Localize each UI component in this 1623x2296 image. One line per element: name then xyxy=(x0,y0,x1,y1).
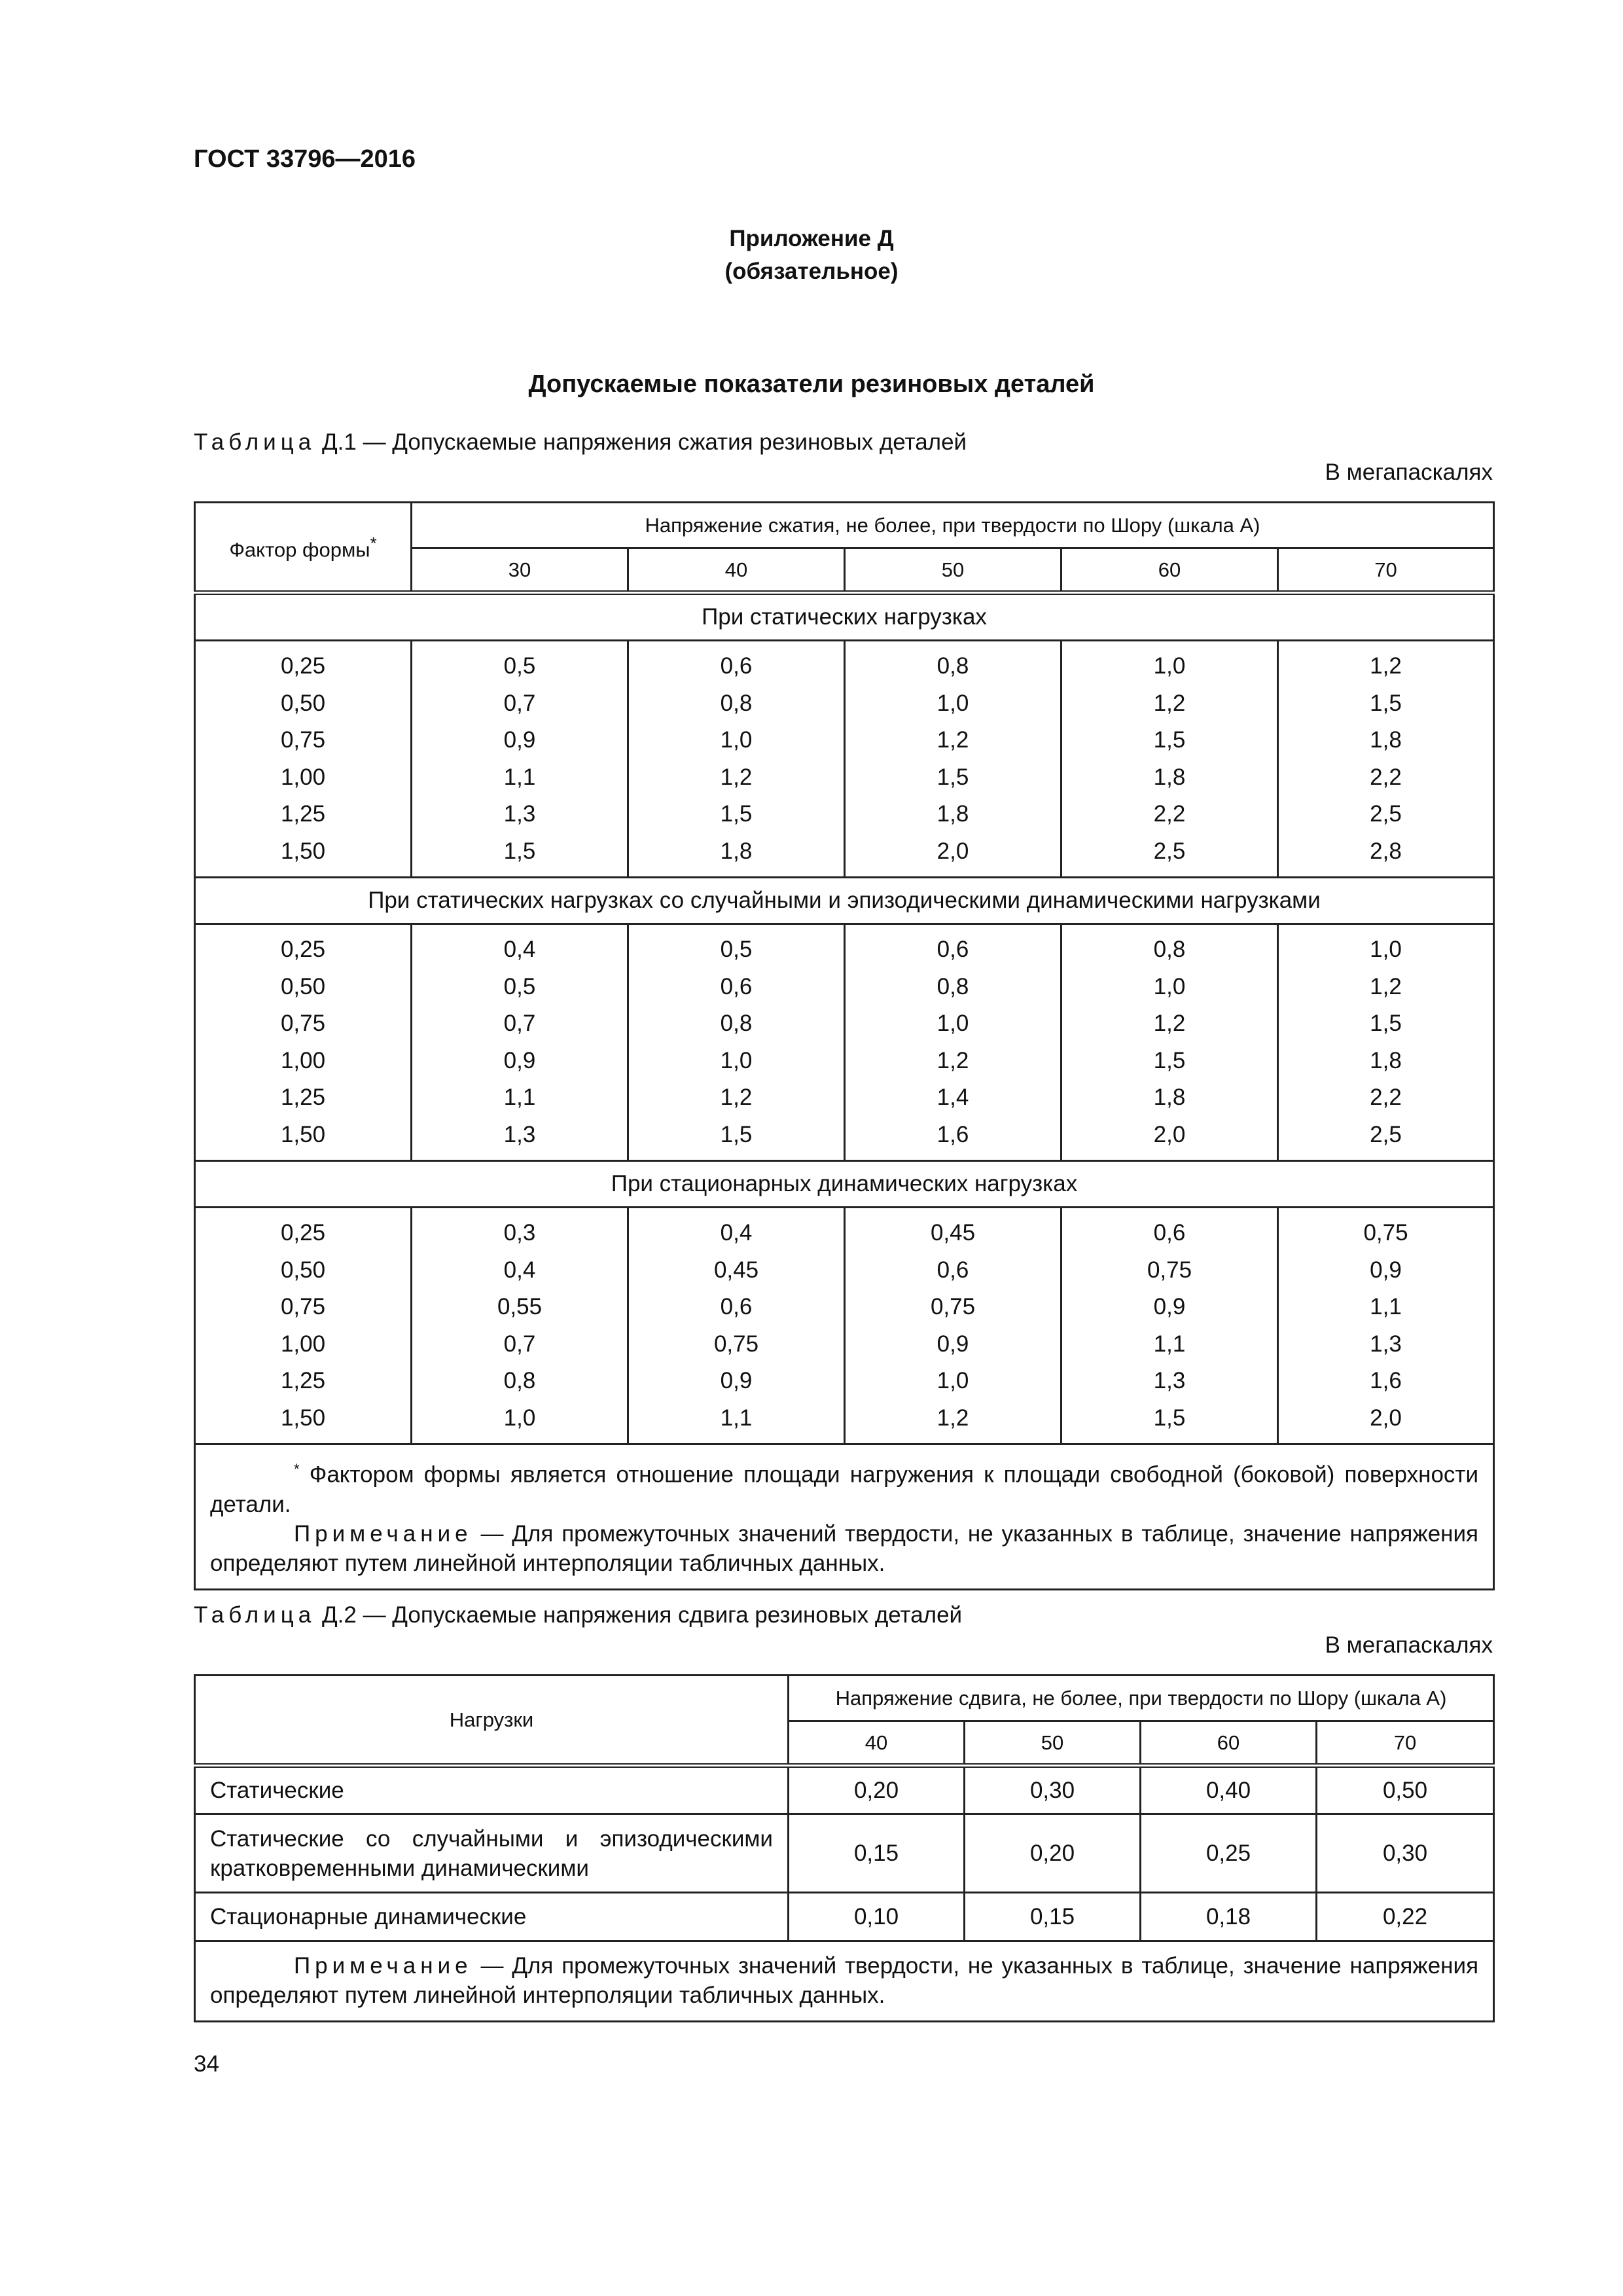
value-column xyxy=(412,641,628,878)
table-cell: 1,5 xyxy=(936,764,969,790)
table-cell: 1,0 xyxy=(936,690,969,716)
table-cell: 1,3 xyxy=(1370,1331,1402,1357)
table-cell: 0,75 xyxy=(1147,1257,1192,1283)
table-cell: 0,25 xyxy=(1141,1814,1317,1893)
table-cell: 0,9 xyxy=(1153,1294,1186,1319)
note-text: — Для промежуточных значений твердости, не указанных в таблице, значение напряжения определяют путем линейной интерполяции табличных данных. xyxy=(210,1520,1478,1576)
table-cell: 0,45 xyxy=(930,1220,976,1246)
table-cell: 1,5 xyxy=(1370,690,1402,716)
table-row xyxy=(195,1814,1494,1893)
table-cell: 0,50 xyxy=(280,690,326,716)
table1-units: В мегапаскалях xyxy=(1325,459,1493,485)
table-cell: 0,7 xyxy=(503,690,536,716)
table-cell: 1,3 xyxy=(503,1121,536,1147)
table-cell: 0,5 xyxy=(720,937,753,962)
table-cell: 0,75 xyxy=(280,1011,326,1036)
table-cell: 0,3 xyxy=(503,1220,536,1246)
table-cell: 1,8 xyxy=(936,801,969,827)
table-cell: 2,0 xyxy=(1153,1121,1186,1147)
loads-header: Нагрузки xyxy=(195,1676,789,1766)
hardness-header: 70 xyxy=(1278,548,1494,593)
table-cell: 0,50 xyxy=(1317,1766,1494,1814)
table-cell: 2,2 xyxy=(1370,1085,1402,1110)
table-cell: 1,5 xyxy=(1370,1011,1402,1036)
table-cell: 0,4 xyxy=(720,1220,753,1246)
table-cell: 2,0 xyxy=(936,838,969,864)
table-cell: 1,0 xyxy=(1153,973,1186,999)
table-cell: 0,6 xyxy=(936,1257,969,1283)
table-cell: 1,3 xyxy=(503,801,536,827)
hardness-header: 50 xyxy=(965,1721,1141,1766)
note-label: Примечание xyxy=(294,1520,473,1547)
table-cell: 2,2 xyxy=(1153,801,1186,827)
table-cell: 2,8 xyxy=(1370,838,1402,864)
table-cell: 0,8 xyxy=(720,690,753,716)
table-cell: 0,9 xyxy=(1370,1257,1402,1283)
load-type-label: Стационарные динамические xyxy=(195,1893,789,1941)
value-column xyxy=(845,1208,1061,1444)
load-type-label: Статические со случайными и эпизодическими кратковременными динамическими xyxy=(195,1814,789,1893)
table-cell: 0,40 xyxy=(1141,1766,1317,1814)
table-cell: 1,0 xyxy=(936,1011,969,1036)
table-cell: 1,50 xyxy=(280,1121,326,1147)
table-cell: 0,75 xyxy=(713,1331,759,1357)
table-cell: 1,25 xyxy=(280,1368,326,1393)
table-cell: 1,2 xyxy=(936,1047,969,1073)
table-cell: 1,2 xyxy=(936,1405,969,1431)
hardness-header: 40 xyxy=(789,1721,965,1766)
table-cell: 0,9 xyxy=(720,1368,753,1393)
table1-notes xyxy=(195,1444,1494,1590)
table-cell: 0,15 xyxy=(789,1814,965,1893)
table-cell: 1,00 xyxy=(280,764,326,790)
hardness-header: 60 xyxy=(1061,548,1278,593)
table-cell: 1,2 xyxy=(1370,973,1402,999)
table2-caption-prefix: Таблица xyxy=(194,1602,316,1628)
table-cell: 0,9 xyxy=(503,727,536,753)
factor-column xyxy=(195,924,412,1161)
table-cell: 1,1 xyxy=(503,1085,536,1110)
table-cell: 1,0 xyxy=(720,727,753,753)
table-cell: 0,4 xyxy=(503,937,536,962)
table-cell: 2,5 xyxy=(1370,801,1402,827)
table2-caption xyxy=(194,1602,962,1628)
factor-column xyxy=(195,641,412,878)
table-cell: 1,00 xyxy=(280,1331,326,1357)
factor-column xyxy=(195,1208,412,1444)
table1-note xyxy=(210,1519,1478,1578)
table-cell: 0,6 xyxy=(720,973,753,999)
table-cell: 0,9 xyxy=(936,1331,969,1357)
table-cell: 1,5 xyxy=(1153,727,1186,753)
shape-factor-footnote-mark: * xyxy=(370,534,377,553)
table-cell: 1,8 xyxy=(1153,764,1186,790)
note-label: Примечание xyxy=(294,1953,473,1979)
table-cell: 0,6 xyxy=(1153,1220,1186,1246)
table-cell: 1,8 xyxy=(720,838,753,864)
value-column xyxy=(1278,924,1494,1161)
table-cell: 0,6 xyxy=(720,1294,753,1319)
value-column xyxy=(628,641,845,878)
table-cell: 1,2 xyxy=(936,727,969,753)
table-cell: 1,0 xyxy=(1153,653,1186,679)
table1-caption-text: Д.1 — Допускаемые напряжения сжатия резиновых деталей xyxy=(315,429,967,455)
table-cell: 0,25 xyxy=(280,937,326,962)
table-cell: 1,6 xyxy=(1370,1368,1402,1393)
table2-units: В мегапаскалях xyxy=(1325,1632,1493,1658)
section-title: При стационарных динамических нагрузках xyxy=(195,1161,1494,1208)
table-cell: 1,0 xyxy=(936,1368,969,1393)
table-cell: 1,5 xyxy=(503,838,536,864)
footnote-text: Фактором формы является отношение площади нагружения к площади свободной (боковой) поверхности детали. xyxy=(210,1462,1478,1517)
hardness-header: 40 xyxy=(628,548,845,593)
table-cell: 1,2 xyxy=(720,1085,753,1110)
table-cell: 2,5 xyxy=(1370,1121,1402,1147)
hardness-header: 70 xyxy=(1317,1721,1494,1766)
table-cell: 1,50 xyxy=(280,1405,326,1431)
page-number: 34 xyxy=(194,2051,219,2077)
value-column xyxy=(1278,641,1494,878)
table-cell: 0,50 xyxy=(280,973,326,999)
table-cell: 1,50 xyxy=(280,838,326,864)
table-cell: 0,8 xyxy=(936,973,969,999)
table-cell: 1,0 xyxy=(1370,937,1402,962)
table-cell: 1,25 xyxy=(280,1085,326,1110)
table-cell: 0,9 xyxy=(503,1047,536,1073)
table-cell: 0,75 xyxy=(280,1294,326,1319)
table-cell: 0,8 xyxy=(503,1368,536,1393)
load-type-label: Статические xyxy=(195,1766,789,1814)
table-cell: 1,2 xyxy=(1370,653,1402,679)
table-cell: 0,6 xyxy=(936,937,969,962)
table-cell: 0,5 xyxy=(503,653,536,679)
table-cell: 1,6 xyxy=(936,1121,969,1147)
value-column xyxy=(1061,1208,1278,1444)
table-cell: 0,10 xyxy=(789,1893,965,1941)
table-cell: 1,00 xyxy=(280,1047,326,1073)
table-cell: 1,25 xyxy=(280,801,326,827)
table-cell: 2,5 xyxy=(1153,838,1186,864)
annex-title: Приложение Д xyxy=(729,226,894,251)
table-cell: 1,1 xyxy=(503,764,536,790)
table-cell: 1,1 xyxy=(1153,1331,1186,1357)
table-row xyxy=(195,1893,1494,1941)
shape-factor-header xyxy=(195,503,412,593)
table-cell: 0,50 xyxy=(280,1257,326,1283)
value-column xyxy=(628,1208,845,1444)
value-column xyxy=(1278,1208,1494,1444)
table-cell: 1,1 xyxy=(720,1405,753,1431)
table-cell: 0,7 xyxy=(503,1011,536,1036)
table-cell: 0,75 xyxy=(1363,1220,1408,1246)
annex-label xyxy=(0,223,1623,288)
table-cell: 0,20 xyxy=(965,1814,1141,1893)
shear-stress-table xyxy=(194,1674,1495,2022)
table-cell: 1,8 xyxy=(1370,1047,1402,1073)
table-cell: 1,4 xyxy=(936,1085,969,1110)
table-cell: 0,8 xyxy=(720,1011,753,1036)
table-cell: 1,0 xyxy=(503,1405,536,1431)
note-text: — Для промежуточных значений твердости, не указанных в таблице, значение напряжения определяют путем линейной интерполяции табличных данных. xyxy=(210,1953,1479,2008)
section-title: При статических нагрузках со случайными и эпизодическими динамическими нагрузками xyxy=(195,878,1494,924)
hardness-header: 30 xyxy=(412,548,628,593)
table2-note xyxy=(210,1951,1478,2010)
value-column xyxy=(1061,924,1278,1161)
footnote-mark: * xyxy=(294,1461,300,1477)
hardness-header: 50 xyxy=(845,548,1061,593)
table-cell: 0,20 xyxy=(789,1766,965,1814)
table1-caption xyxy=(194,429,967,456)
table-cell: 0,8 xyxy=(1153,937,1186,962)
compression-stress-table xyxy=(194,501,1495,1590)
value-column xyxy=(412,1208,628,1444)
table-cell: 0,15 xyxy=(965,1893,1141,1941)
table-cell: 0,22 xyxy=(1317,1893,1494,1941)
table-cell: 0,25 xyxy=(280,653,326,679)
shear-group-header: Напряжение сдвига, не более, при твердости по Шору (шкала А) xyxy=(789,1676,1494,1721)
value-column xyxy=(628,924,845,1161)
section-title: При статических нагрузках xyxy=(195,593,1494,641)
annex-status: (обязательное) xyxy=(724,259,899,284)
table-row xyxy=(195,1766,1494,1814)
table-cell: 0,4 xyxy=(503,1257,536,1283)
table-cell: 0,75 xyxy=(280,727,326,753)
compression-group-header: Напряжение сжатия, не более, при твердости по Шору (шкала А) xyxy=(412,503,1494,548)
value-column xyxy=(412,924,628,1161)
annex-heading: Допускаемые показатели резиновых деталей xyxy=(528,370,1095,398)
table-cell: 2,0 xyxy=(1370,1405,1402,1431)
table-cell: 1,5 xyxy=(720,801,753,827)
table1-caption-prefix: Таблица xyxy=(194,429,316,455)
table-cell: 1,8 xyxy=(1370,727,1402,753)
table-cell: 1,8 xyxy=(1153,1085,1186,1110)
table-cell: 1,5 xyxy=(1153,1047,1186,1073)
table-cell: 1,1 xyxy=(1370,1294,1402,1319)
shape-factor-header-text: Фактор формы xyxy=(229,538,370,562)
table-cell: 0,75 xyxy=(930,1294,976,1319)
table-cell: 0,25 xyxy=(280,1220,326,1246)
table-cell: 1,3 xyxy=(1153,1368,1186,1393)
table2-caption-text: Д.2 — Допускаемые напряжения сдвига резиновых деталей xyxy=(315,1602,963,1628)
standard-designation: ГОСТ 33796—2016 xyxy=(194,145,416,173)
table-cell: 0,5 xyxy=(503,973,536,999)
table-cell: 2,2 xyxy=(1370,764,1402,790)
value-column xyxy=(1061,641,1278,878)
table-cell: 0,45 xyxy=(713,1257,759,1283)
hardness-header: 60 xyxy=(1141,1721,1317,1766)
table-cell: 0,6 xyxy=(720,653,753,679)
table-cell: 0,30 xyxy=(1317,1814,1494,1893)
table-cell: 1,2 xyxy=(1153,690,1186,716)
table-cell: 0,18 xyxy=(1141,1893,1317,1941)
value-column xyxy=(845,924,1061,1161)
table-cell: 0,55 xyxy=(497,1294,543,1319)
value-column xyxy=(845,641,1061,878)
table-cell: 0,8 xyxy=(936,653,969,679)
table-cell: 0,7 xyxy=(503,1331,536,1357)
table1-footnote xyxy=(210,1454,1478,1519)
table-cell: 1,2 xyxy=(720,764,753,790)
table-cell: 1,0 xyxy=(720,1047,753,1073)
table2-notes xyxy=(195,1941,1494,2022)
table-cell: 0,30 xyxy=(965,1766,1141,1814)
table-cell: 1,5 xyxy=(1153,1405,1186,1431)
table-cell: 1,2 xyxy=(1153,1011,1186,1036)
table-cell: 1,5 xyxy=(720,1121,753,1147)
